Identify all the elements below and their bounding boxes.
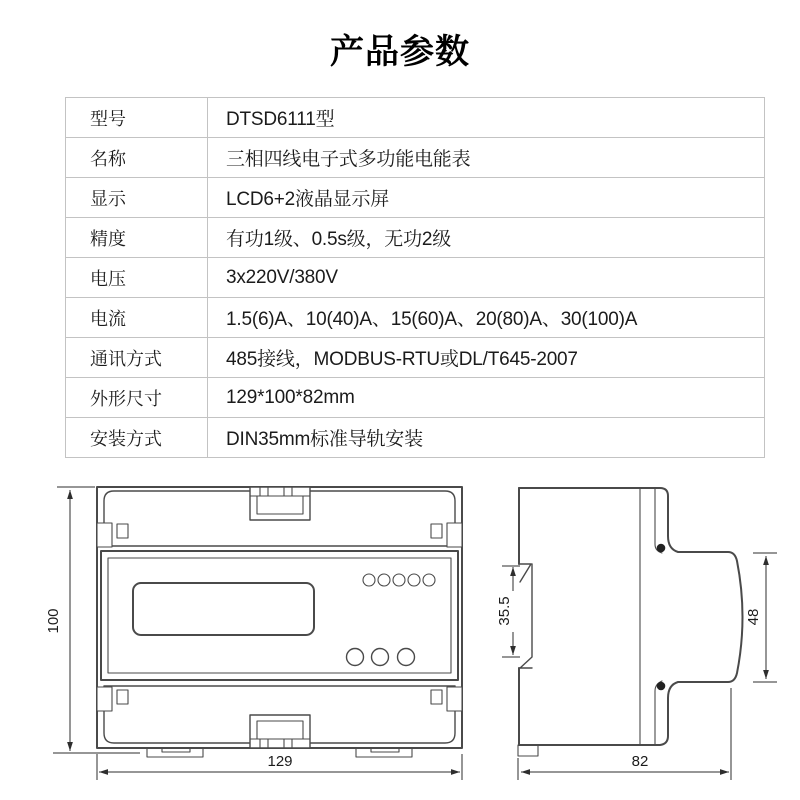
- spec-label: 精度: [66, 218, 208, 258]
- table-row: [66, 98, 765, 138]
- spec-label: 电压: [66, 258, 208, 298]
- table-row: [66, 138, 765, 178]
- side-view-drawing: [518, 488, 743, 756]
- dim-width-label: 129: [267, 753, 293, 770]
- table-row: [66, 418, 765, 458]
- spec-label: 型号: [66, 98, 208, 138]
- spec-value: 1.5(6)A、10(40)A、15(60)A、20(80)A、30(100)A: [208, 298, 765, 338]
- spec-value: 有功1级、0.5s级，无功2级: [208, 218, 765, 258]
- table-row: [66, 378, 765, 418]
- dim-depth-label: 82: [631, 753, 649, 770]
- top-clip: [250, 487, 310, 520]
- table-row: [66, 338, 765, 378]
- spec-label: 外形尺寸: [66, 378, 208, 418]
- technical-drawings: [0, 470, 800, 800]
- screw-dot: [657, 544, 666, 553]
- bottom-clip: [250, 715, 310, 748]
- lcd-screen: [133, 583, 314, 635]
- spec-value: 129*100*82mm: [208, 378, 765, 418]
- spec-value: DTSD6111型: [208, 98, 765, 138]
- screw-dot: [657, 682, 666, 691]
- table-row: [66, 258, 765, 298]
- spec-label: 名称: [66, 138, 208, 178]
- dim-height-label: 100: [44, 608, 62, 634]
- spec-label: 安装方式: [66, 418, 208, 458]
- page-title: 产品参数: [330, 33, 470, 71]
- table-row: [66, 298, 765, 338]
- spec-value: 三相四线电子式多功能电能表: [208, 138, 765, 178]
- spec-value: 485接线，MODBUS-RTU或DL/T645-2007: [208, 338, 765, 378]
- spec-label: 电流: [66, 298, 208, 338]
- dim-front-height-label: 48: [744, 608, 762, 626]
- spec-value: 3x220V/380V: [208, 258, 765, 298]
- side-foot: [518, 745, 538, 756]
- dim-rail-label: 35.5: [495, 596, 513, 626]
- indicator-leds: [363, 574, 435, 586]
- front-view-drawing: [97, 487, 462, 757]
- spec-value: LCD6+2液晶显示屏: [208, 178, 765, 218]
- spec-value: DIN35mm标准导轨安装: [208, 418, 765, 458]
- spec-table: [65, 97, 765, 458]
- table-row: [66, 178, 765, 218]
- spec-label: 通讯方式: [66, 338, 208, 378]
- table-row: [66, 218, 765, 258]
- spec-label: 显示: [66, 178, 208, 218]
- panel-buttons: [347, 649, 415, 666]
